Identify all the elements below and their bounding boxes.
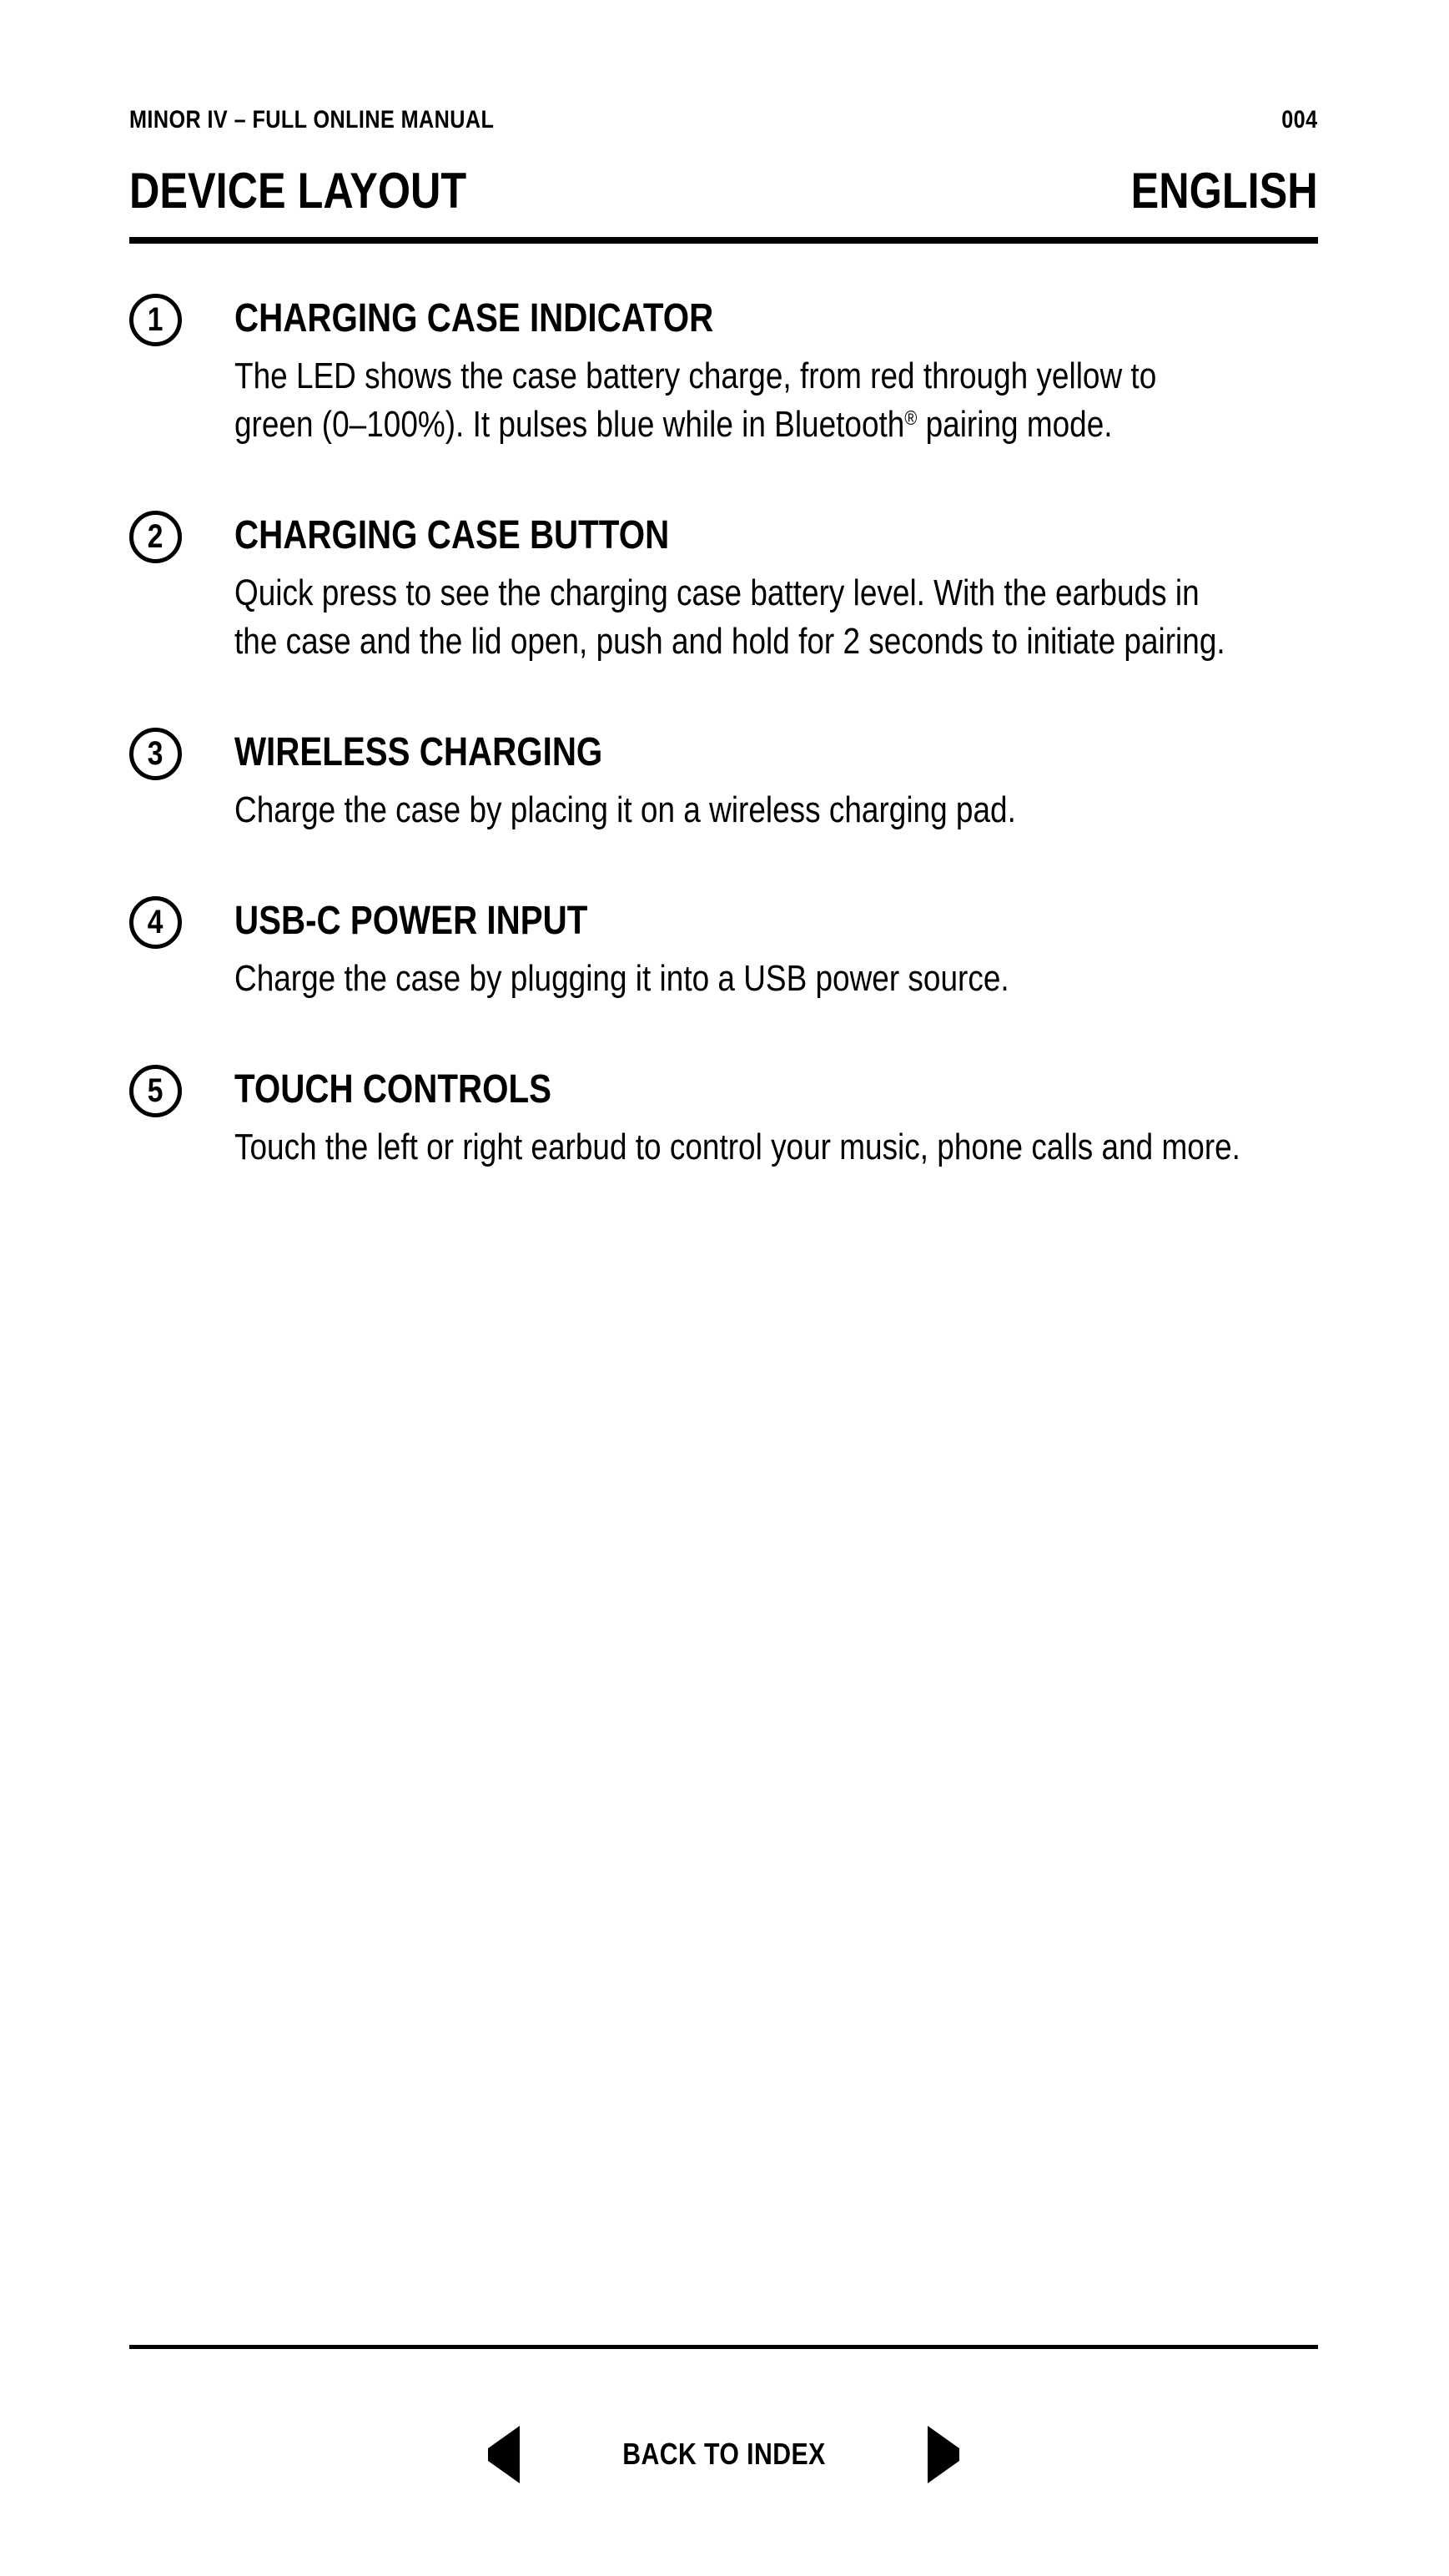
item-content (234, 728, 1165, 834)
item-title: CHARGING CASE INDICATOR (234, 296, 714, 340)
list-item-touch-controls (129, 1065, 1366, 1172)
page-header (129, 105, 1318, 135)
item-number: 5 (148, 1072, 164, 1109)
item-number-badge (129, 294, 182, 346)
manual-title: MINOR IV – FULL ONLINE MANUAL (129, 106, 495, 134)
title-row (129, 162, 1318, 220)
description-line: Charge the case by plugging it into a USB power source. (234, 958, 1009, 999)
item-title: TOUCH CONTROLS (234, 1067, 552, 1112)
item-title: WIRELESS CHARGING (234, 730, 603, 774)
description-line: Quick press to see the charging case battery level. With the earbuds in (234, 572, 1200, 613)
item-content (234, 896, 1157, 1003)
item-number: 2 (148, 518, 164, 555)
item-content (234, 1065, 1432, 1172)
item-description (234, 352, 1332, 449)
item-number: 3 (148, 735, 164, 772)
item-description (234, 786, 1165, 834)
description-line: Touch the left or right earbud to control your music, phone calls and more. (234, 1127, 1240, 1167)
page-title: DEVICE LAYOUT (129, 163, 467, 219)
item-description (234, 1123, 1432, 1172)
item-title: CHARGING CASE BUTTON (234, 513, 670, 557)
device-layout-list (129, 294, 1366, 1233)
item-title: USB-C POWER INPUT (234, 899, 588, 943)
list-item-wireless-charging (129, 728, 1366, 834)
item-number: 4 (148, 904, 164, 940)
footer-navigation (129, 2430, 1318, 2478)
language-label: ENGLISH (1130, 163, 1318, 219)
description-line: green (0–100%). It pulses blue while in Bluetooth® pairing mode. (234, 404, 1113, 445)
item-description (234, 569, 1414, 666)
item-number-badge (129, 896, 182, 949)
list-item-charging-case-indicator (129, 294, 1366, 449)
list-item-charging-case-button (129, 511, 1366, 666)
right-triangle-icon (928, 2426, 959, 2483)
list-item-usb-c-power-input (129, 896, 1366, 1003)
back-to-index-link[interactable] (603, 2436, 845, 2473)
item-description (234, 955, 1157, 1003)
item-number-badge (129, 511, 182, 563)
previous-page-button[interactable] (488, 2432, 520, 2477)
item-number-badge (129, 1065, 182, 1117)
item-content (234, 294, 1332, 449)
item-content (234, 511, 1414, 666)
back-to-index-label: BACK TO INDEX (621, 2437, 826, 2471)
next-page-button[interactable] (928, 2432, 959, 2477)
bottom-divider (129, 2345, 1318, 2349)
description-line: The LED shows the case battery charge, from red through yellow to (234, 355, 1157, 396)
description-line: Charge the case by placing it on a wireless charging pad. (234, 789, 1016, 830)
top-divider (129, 237, 1318, 244)
item-number: 1 (148, 301, 164, 338)
left-triangle-icon (488, 2426, 520, 2483)
page-number: 004 (1281, 106, 1318, 134)
item-number-badge (129, 728, 182, 780)
description-line: the case and the lid open, push and hold for 2 seconds to initiate pairing. (234, 621, 1225, 662)
